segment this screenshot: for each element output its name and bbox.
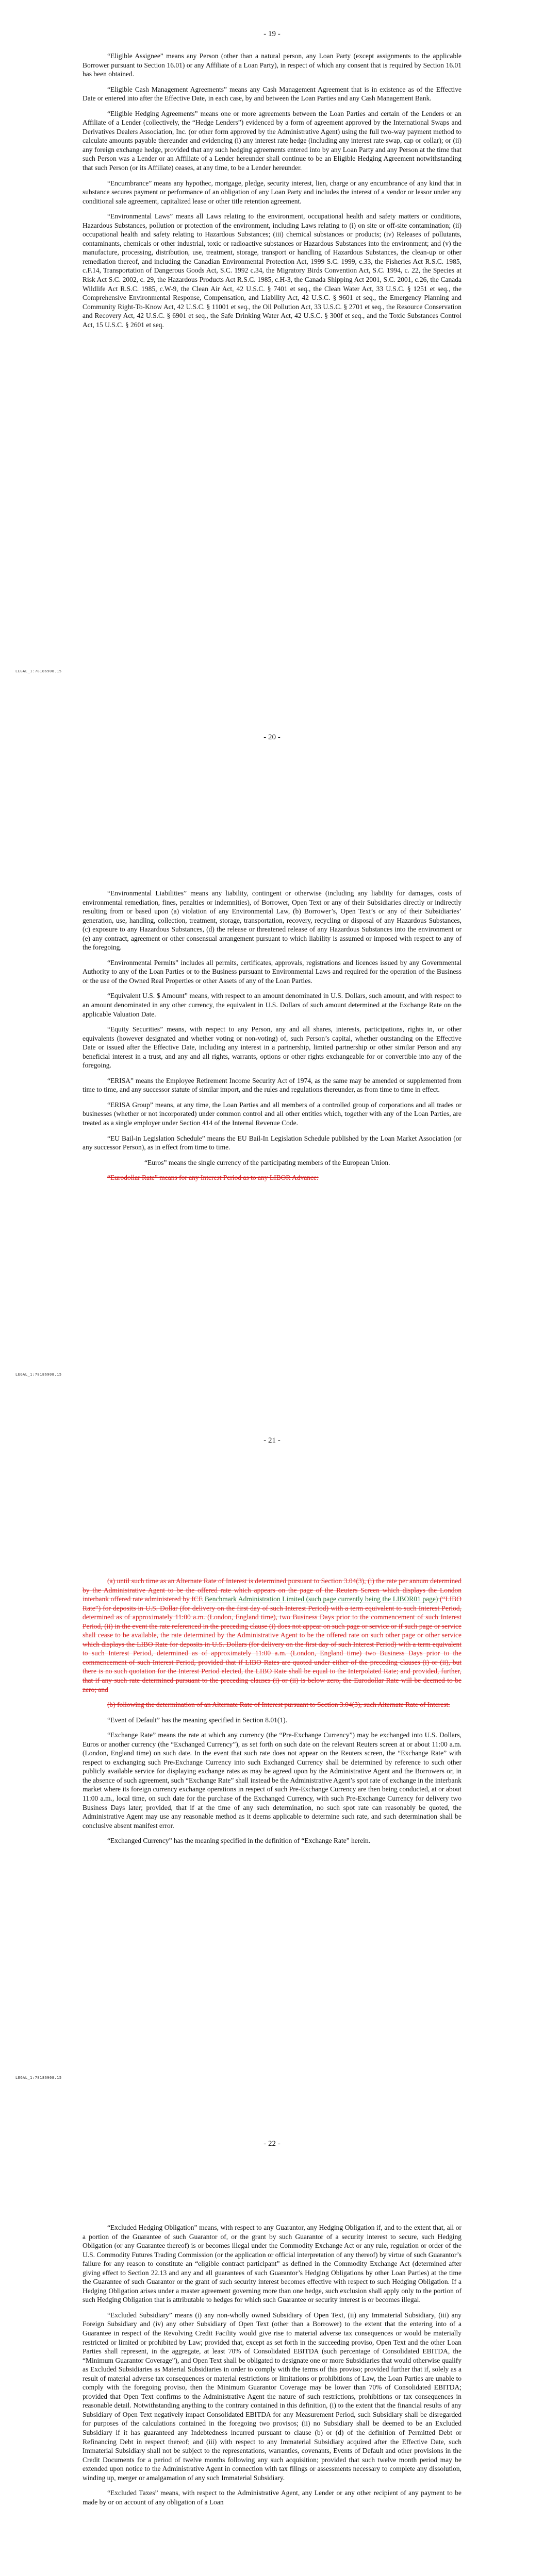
definition-euros: “Euros” means the single currency of the participating members of the European Union. [144,1158,390,1166]
page-number: - 22 - [263,2140,281,2148]
definition-environmental-laws: “Environmental Laws” means all Laws relating to the environment, occupational health and safety matters or conditions, Hazardous Substances, pollution or protection of the environment, including Laws relating to (i) on site or off-site contamination; (ii) occupational health and safety relating to Hazardous Substances; (iii) chemical substances or products; (iv) Releases of pollutants, contaminants, chemicals or other industrial, toxic or radioactive substances or Hazardous Substances into the environment; and (v) the manufacture, processing, distribution, use, treatment, storage, transport or handling of Hazardous Substances, the clean-up or other remediation thereof, and including the Canadian Environmental Protection Act, 1999 S.C. 1999, c.33, the Fisheries Act R.S.C. 1985, c.F.14, Transportation of Dangerous Goods Act, S.C. 1992 c.34, the Migratory Birds Convention Act, S.C. 1994, c. 22, the Species at Risk Act S.C. 2002, c. 29, the Hazardous Products Act R.S.C. 1985, c.H-3, the Canada Shipping Act 2001, S.C. 2001, c.26, the Canada Wildlife Act R.S.C. 1985, c.W-9, the Clean Air Act, 42 U.S.C. § 7401 et seq., the Clean Water Act, 33 U.S.C. § 1251 et seq., the Comprehensive Environmental Response, Compensation, and Liability Act, 42 U.S.C. § 9601 et seq., the Emergency Planning and Community Right-To-Know Act, 42 U.S.C. § 11001 et seq., the Oil Pollution Act, 33 U.S.C. § 2701 et seq., the Resource Conservation and Recovery Act, 42 U.S.C. § 6901 et seq., the Safe Drinking Water Act, 42 U.S.C. § 300f et seq., and the Toxic Substances Control Act, 15 U.S.C. § 2601 et seq. [83,212,461,329]
definition-erisa: “ERISA” means the Employee Retirement Income Security Act of 1974, as the same may be amended or supplemented from time to time, and any successor statute of similar import, and the rules and regulations thereunder, as from time to time in effect. [83,1076,461,1094]
definition-equivalent-usd: “Equivalent U.S. $ Amount” means, with respect to an amount denominated in U.S. Dollars, such amount, and with respect to an amount denominated in any other currency, the equivalent in U.S. Dollars of such amount determined at the Exchange Rate on the applicable Valuation Date. [83,992,461,1018]
definition-exchanged-currency: “Exchanged Currency” has the meaning specified in the definition of “Exchange Rate” herein. [107,1837,371,1845]
deleted-clause-b: (b) following the determination of an Alternate Rate of Interest pursuant to Section 3.04(3), such Alternate Rate of Interest. [107,1701,450,1709]
deleted-eurodollar-rate: “Eurodollar Rate” means for any Interest Period as to any LIBOR Advance: [107,1174,319,1182]
page-content [83,889,461,1189]
document-footer: LEGAL_1:78186908.15 [15,669,62,673]
definition-eligible-assignee: “Eligible Assignee” means any Person (other than a natural person, any Loan Party (except assignments to the applicable Borrower pursuant to Section 16.01) or any Affiliate of a Loan Party), in respect of which any consent that is required by Section 16.01 has been obtained. [83,52,461,78]
definition-environmental-liabilities: “Environmental Liabilities” means any liability, contingent or otherwise (including any liability for damages, costs of environmental remediation, fines, penalties or indemnities), of Borrower, Open Text or any of their Subsidiaries directly or indirectly resulting from or based upon (a) violation of any Environmental Law, (b) Borrower’s, Open Text’s or any of their Subsidiaries’ generation, use, handling, collection, treatment, storage, transportation, recovery, recycling or disposal of any Hazardous Substances, (c) exposure to any Hazardous Substances, (d) the release or threatened release of any Hazardous Substances into the environment or (e) any contract, agreement or other consensual arrangement pursuant to which liability is assumed or imposed with respect to any of the foregoing. [83,889,461,952]
page-content [83,1577,461,1852]
page-content [83,52,461,335]
inserted-text: Benchmark Administration Limited (such page currently being the LIBOR01 page) [203,1595,438,1603]
definition-eligible-hedging: “Eligible Hedging Agreements” means one or more agreements between the Loan Parties and certain of the Lenders or an Affiliate of a Lender (collectively, the “Hedge Lenders”) evidenced by a form of agreement approved by the International Swaps and Derivatives Dealers Association, Inc. (or other form approved by the Administrative Agent) using the full two-way payment method to calculate amounts payable thereunder and evidencing (i) any interest rate hedge (including any interest rate swap, cap or collar); or (ii) any foreign exchange hedge, provided that any such hedging agreements entered into by any Loan Party and any Person at the time that such Person was a Lender or an Affiliate of a Lender hereunder shall continue to be an Eligible Hedging Agreement notwithstanding that such Person (or its Affiliate) ceases, at any time, to be a Lender hereunder. [83,109,461,172]
definition-excluded-hedging-obligation: “Excluded Hedging Obligation” means, with respect to any Guarantor, any Hedging Obligation if, and to the extent that, all or a portion of the Guarantee of such Guarantor of, or the grant by such Guarantor of a security interest to secure, such Hedging Obligation (or any Guarantee thereof) is or becomes illegal under the Commodity Exchange Act or any rule, regulation or order of the U.S. Commodity Futures Trading Commission (or the application or official interpretation of any thereof) by virtue of such Guarantor’s failure for any reason to constitute an “eligible contract participant” as defined in the Commodity Exchange Act (determined after giving effect to Section 22.13 and any and all guarantees of such Guarantor’s Hedging Obligations by other Loan Parties) at the time the Guarantee of such Guarantor or the grant of such security interest becomes effective with respect to such Hedging Obligation. If a Hedging Obligation arises under a master agreement governing more than one hedge, such exclusion shall apply only to the portion of such Hedging Obligation that is attributable to hedges for which such Guarantee or security interest is or becomes illegal. [83,2224,461,2304]
page-20 [0,703,544,1406]
definition-erisa-group: “ERISA Group” means, at any time, the Loan Parties and all members of a controlled group of corporations and all trades or businesses (whether or not incorporated) under common control and all other entities which, together with any of the Loan Parties, are treated as a single employer under Section 414 of the Internal Revenue Code. [83,1100,461,1127]
deleted-text: (a) until such time as an Alternate Rate of Interest is determined pursuant to Section 3.04(3), (i) the rate per annum determined by the Administrative Agent to be the offered rate which appears on the page of the Reuters Screen which displays the London interbank offered rate administered by ICE [83,1577,461,1603]
definition-eu-bail-in: “EU Bail-in Legislation Schedule” means the EU Bail-In Legislation Schedule published by the Loan Market Association (or any successor Person), as in effect from time to time. [83,1134,461,1151]
definition-excluded-taxes: “Excluded Taxes” means, with respect to the Administrative Agent, any Lender or any other recipient of any payment to be made by or on account of any obligation of a Loan [83,2489,461,2506]
page-19 [0,0,544,703]
document-footer: LEGAL_1:78186908.15 [15,2076,62,2080]
definition-eligible-cash-management: “Eligible Cash Management Agreements” means any Cash Management Agreement that is in existence as of the Effective Date or entered into after the Effective Date, in each case, by and between the Loan Parties and any Cash Management Bank. [83,85,461,103]
definition-equity-securities: “Equity Securities” means, with respect to any Person, any and all shares, interests, participations, rights in, or other equivalents (however designated and whether voting or non-voting) of, such Person’s capital, whether outstanding on the Effective Date or issued after the Effective Date, including any interest in a partnership, limited partnership or other similar Person and any beneficial interest in a trust, and any and all rights, warrants, options or other rights exchangeable for or convertible into any of the foregoing. [83,1025,461,1070]
definition-exchange-rate: “Exchange Rate” means the rate at which any currency (the “Pre-Exchange Currency”) may be exchanged into U.S. Dollars, Euros or another currency (the “Exchanged Currency”), as set forth on such date on the relevant Reuters screen at or about 11:00 a.m. (London, England time) on such date. In the event that such rate does not appear on the Reuters screen, the “Exchange Rate” with respect to exchanging such Pre-Exchange Currency into such Exchanged Currency shall be determined by reference to such other publicly available service for displaying exchange rates as may be agreed upon by the Administrative Agent and the Borrowers or, in the absence of such agreement, such “Exchange Rate” shall instead be the Administrative Agent’s spot rate of exchange in the interbank market where its foreign currency exchange operations in respect of such Pre-Exchange Currency are then being conducted, at or about 11:00 a.m., local time, on such date for the purchase of the Exchanged Currency, with such Pre-Exchange Currency for delivery two Business Days later; provided, that if at the time of any such determination, no such spot rate can reasonably be quoted, the Administrative Agent may use any reasonable method as it deems applicable to determine such rate, and such determination shall be conclusive absent manifest error. [83,1731,461,1829]
definition-excluded-subsidiary: “Excluded Subsidiary” means (i) any non-wholly owned Subsidiary of Open Text, (ii) any Immaterial Subsidiary, (iii) any Foreign Subsidiary and (iv) any other Subsidiary of Open Text (other than a Borrower) to the extent that the entering into of a Guarantee in respect of the Revolving Credit Facility would give rise to material adverse tax consequences or would be materially restricted or limited or prohibited by Law; provided that, except as set forth in the succeeding proviso, Open Text and the other Loan Parties shall represent, in the aggregate, at least 70% of Consolidated EBITDA (such percentage of Consolidated EBITDA, the “Minimum Guarantor Coverage”), and Open Text shall be obligated to designate one or more Subsidiaries that would otherwise qualify as Excluded Subsidiaries as Material Subsidiaries in order to comply with the terms of this proviso; provided further that if, solely as a result of material adverse tax consequences or material restrictions or limitations or prohibitions of Law, the Loan Parties are unable to comply with the foregoing proviso, then the Minimum Guarantor Coverage may be lower than 70% of Consolidated EBITDA; provided that Open Text confirms to the Administrative Agent the nature of such restrictions, prohibitions or tax consequences in reasonable detail. Notwithstanding anything to the contrary contained in this definition, (i) to the extent that the financial results of any Subsidiary of Open Text negatively impact Consolidated EBITDA for any Measurement Period, such Subsidiary shall be disregarded for purposes of the calculations contained in the foregoing two provisos; (ii) no Subsidiary shall be deemed to be an Excluded Subsidiary if it has guaranteed any Indebtedness incurred pursuant to clause (b) or (d) of the definition of Permitted Debt or Refinancing Debt in respect thereof; and (iii) with respect to any Immaterial Subsidiary acquired after the Effective Date, such Immaterial Subsidiary shall not be subject to the representations, warranties, covenants, Events of Default and other provisions in the Credit Documents for a period of twelve months following any such acquisition; provided that such twelve month period may be extended upon notice to the Administrative Agent in connection with tax filings or assessments necessary to complete any dissolution, winding up, merger or amalgamation of any such Immaterial Subsidiary. [83,2311,461,2482]
deleted-clause-a [83,1577,461,1694]
document-footer: LEGAL_1:78186908.15 [15,1372,62,1377]
page-21 [0,1406,544,2110]
definition-environmental-permits: “Environmental Permits” includes all permits, certificates, approvals, registrations and licences issued by any Governmental Authority to any of the Loan Parties or to the Business pursuant to Environmental Laws and required for the operation of the Business or the use of the Owned Real Properties or other Assets of any of the Loan Parties. [83,958,461,985]
definition-encumbrance: “Encumbrance” means any hypothec, mortgage, pledge, security interest, lien, charge or any encumbrance of any kind that in substance secures payment or performance of an obligation of any Loan Party and includes the interest of a vendor or lessor under any conditional sale agreement, capitalized lease or other title retention agreement. [83,179,461,205]
page-content [83,2223,461,2513]
definition-event-of-default: “Event of Default” has the meaning specified in Section 8.01(1). [107,1716,288,1724]
page-number: - 20 - [263,733,281,741]
page-22 [0,2110,544,2576]
deleted-text: (“LIBO Rate”) for deposits in U.S. Dollar (for delivery on the first day of such Interest Period) with a term equivalent to such Interest Period, determined as of approximately 11:00 a.m. (London, England time), two Business Days prior to the commencement of such Interest Period, (ii) in the event the rate referenced in the preceding clause (i) does not appear on such page or service or if such page or service shall cease to be available, the rate determined by the Administrative Agent to be the offered rate on such other page or other service which displays the LIBO Rate for deposits in U.S. Dollars (for delivery on the first day of such Interest Period) with a term equivalent to such Interest Period, determined as of approximately 11:00 a.m. (London, England time) two Business Days prior to the commencement of such Interest Period, provided that if LIBO Rates are quoted under either of the preceding clauses (i) or (ii), but there is no such quotation for the Interest Period elected, the LIBO Rate shall be equal to the Interpolated Rate; and provided, further, that if any such rate determined pursuant to the preceding clauses (i) or (ii) is below zero, the Eurodollar Rate will be deemed to be zero; and [83,1595,461,1693]
page-number: - 19 - [263,30,281,38]
page-number: - 21 - [263,1436,281,1445]
